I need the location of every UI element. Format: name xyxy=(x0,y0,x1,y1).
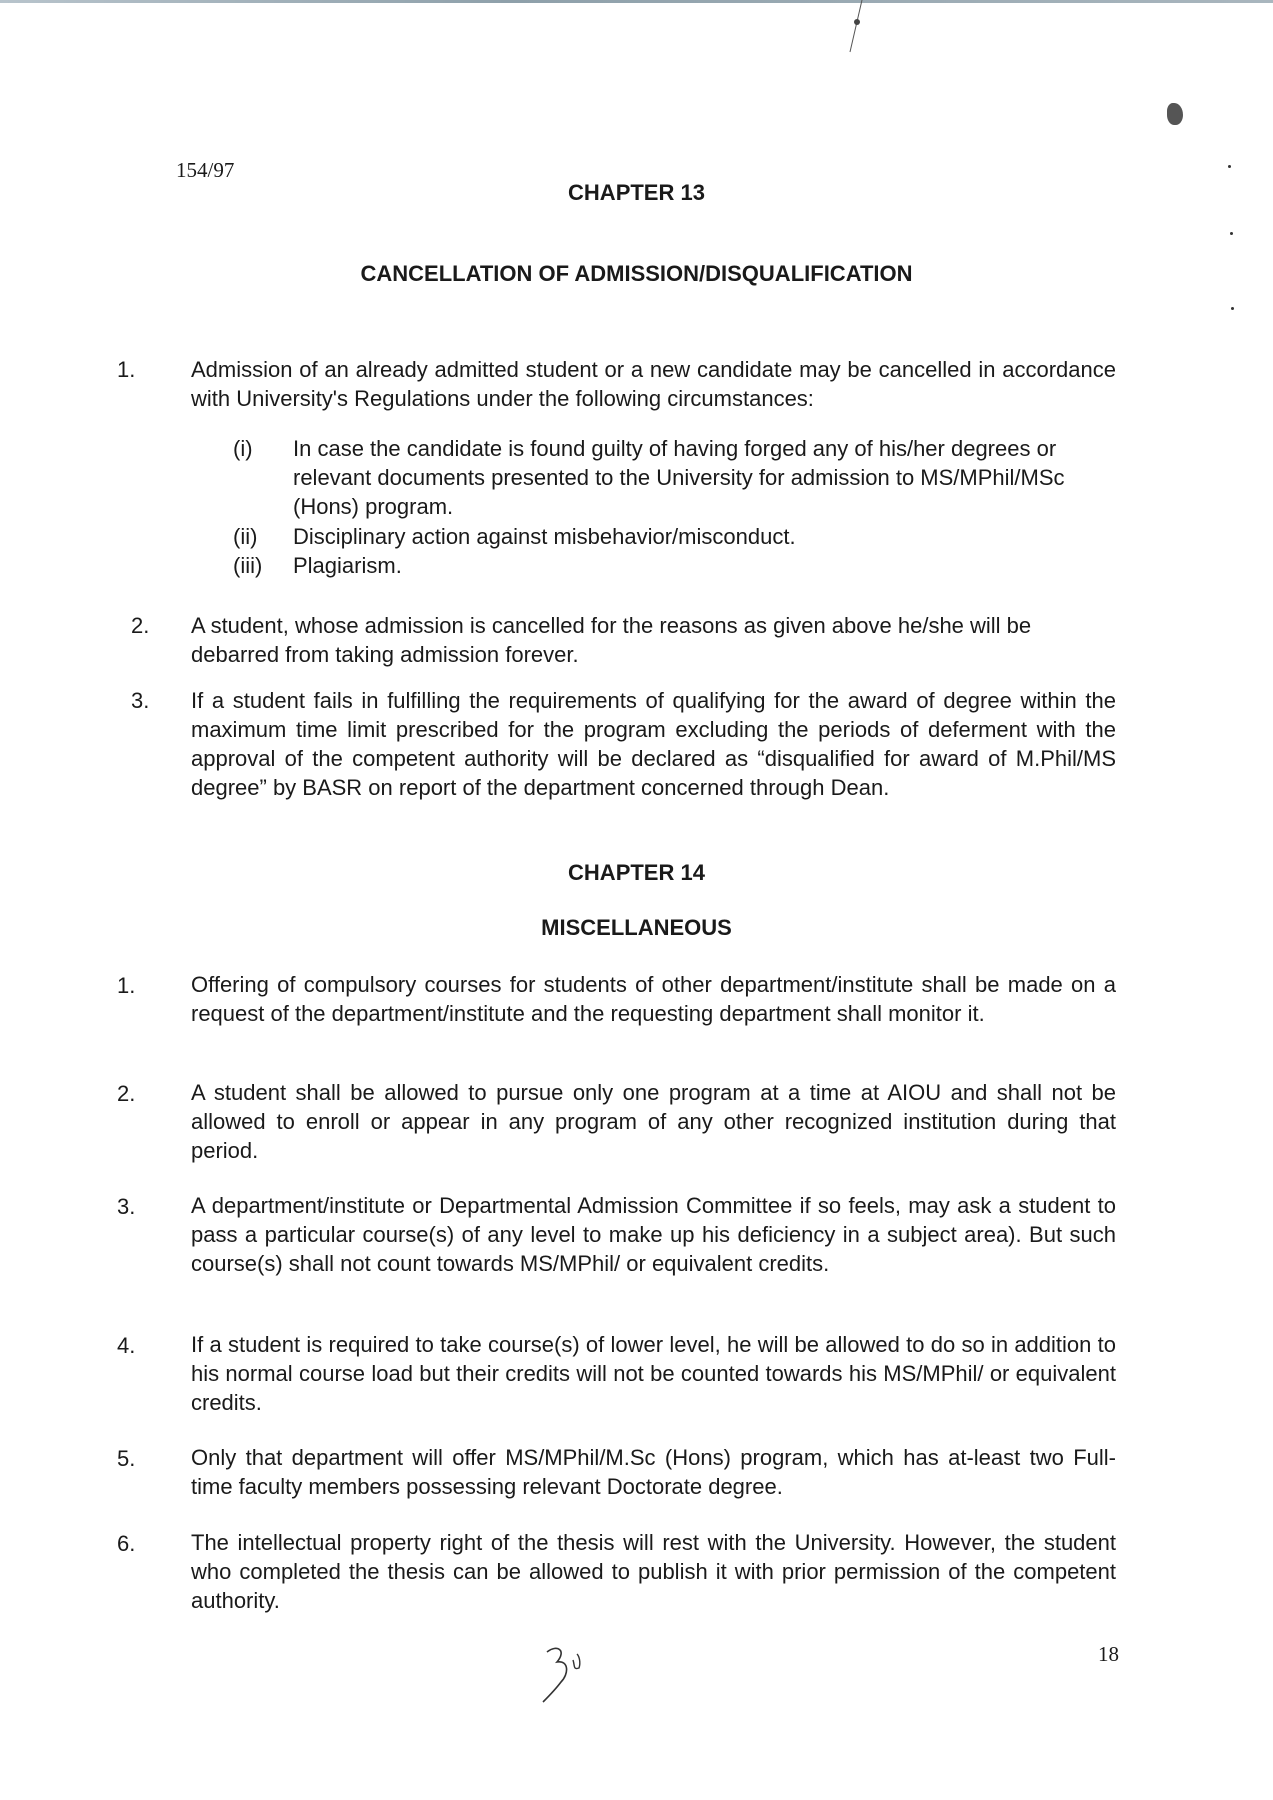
chapter-14-title: CHAPTER 14 xyxy=(568,860,705,885)
scan-speck xyxy=(1228,165,1231,168)
chapter-14-item-4: If a student is required to take course(s) of lower level, he will be allowed to do so in addition to his normal course load but their credits will not be counted towards his MS/MPhil/ or equivalent credits. xyxy=(191,1332,1116,1415)
subitem-text: Plagiarism. xyxy=(293,553,402,578)
subitem-label: (iii) xyxy=(233,553,263,578)
chapter-14-item-2: A student shall be allowed to pursue only one program at a time at AIOU and shall not be allowed to enroll or appear in any program of any other recognized institution during that period. xyxy=(191,1080,1116,1163)
subitem-text: In case the candidate is found guilty of having forged any of his/her degrees or relevant documents presented to the University for admission to MS/MPhil/MSc (Hons) program. xyxy=(293,436,1065,519)
item-number: 1. xyxy=(117,357,136,382)
scan-artifact-mark xyxy=(840,0,870,60)
handwritten-signature-icon xyxy=(535,1640,605,1710)
scan-top-edge xyxy=(0,0,1273,3)
chapter-14-item-1: Offering of compulsory courses for students of other department/institute shall be made on a request of the department/institute and the requesting department shall monitor it. xyxy=(191,972,1116,1026)
chapter-13-item-2: A student, whose admission is cancelled for the reasons as given above he/she will be debarred from taking admission forever. xyxy=(191,613,1032,667)
document-reference: 154/97 xyxy=(176,158,235,182)
chapter-14-item-6: The intellectual property right of the thesis will rest with the University. However, the student who completed the thesis can be allowed to publish it with prior permission of the competent authority. xyxy=(191,1530,1116,1613)
chapter-13-item-3: If a student fails in fulfilling the requirements of qualifying for the award of degree within the maximum time limit prescribed for the program excluding the periods of deferment with the approval of the competent authority will be declared as “disqualified for award of M.Phil/MS degree” by BASR on report of the department concerned through Dean. xyxy=(191,688,1116,800)
chapter-13-subtitle: CANCELLATION OF ADMISSION/DISQUALIFICATION xyxy=(360,261,913,286)
chapter-13-item-1: Admission of an already admitted student or a new candidate may be cancelled in accordance with University's Regulations under the following circumstances: xyxy=(191,357,1116,411)
item-number: 6. xyxy=(117,1531,136,1556)
scan-speck xyxy=(1231,307,1234,310)
chapter-14-item-3: A department/institute or Departmental Admission Committee if so feels, may ask a student to pass a particular course(s) of any level to make up his deficiency in a subject area). But such course(s) shall not count towards MS/MPhil/ or equivalent credits. xyxy=(191,1193,1116,1276)
page-number: 18 xyxy=(1098,1642,1119,1666)
item-number: 5. xyxy=(117,1446,136,1471)
chapter-13-title: CHAPTER 13 xyxy=(568,180,705,205)
scan-speck xyxy=(1167,103,1183,125)
item-number: 4. xyxy=(117,1333,136,1358)
item-number: 2. xyxy=(131,613,150,638)
scan-speck xyxy=(1230,232,1233,235)
item-number: 2. xyxy=(117,1081,136,1106)
item-number: 3. xyxy=(117,1194,136,1219)
item-number: 3. xyxy=(131,688,150,713)
subitem-label: (i) xyxy=(233,436,253,461)
item-number: 1. xyxy=(117,973,136,998)
subitem-label: (ii) xyxy=(233,524,258,549)
subitem-text: Disciplinary action against misbehavior/misconduct. xyxy=(293,524,796,549)
chapter-14-subtitle: MISCELLANEOUS xyxy=(541,915,732,940)
chapter-14-item-5: Only that department will offer MS/MPhil/M.Sc (Hons) program, which has at-least two Full-time faculty members possessing relevant Doctorate degree. xyxy=(191,1445,1116,1499)
